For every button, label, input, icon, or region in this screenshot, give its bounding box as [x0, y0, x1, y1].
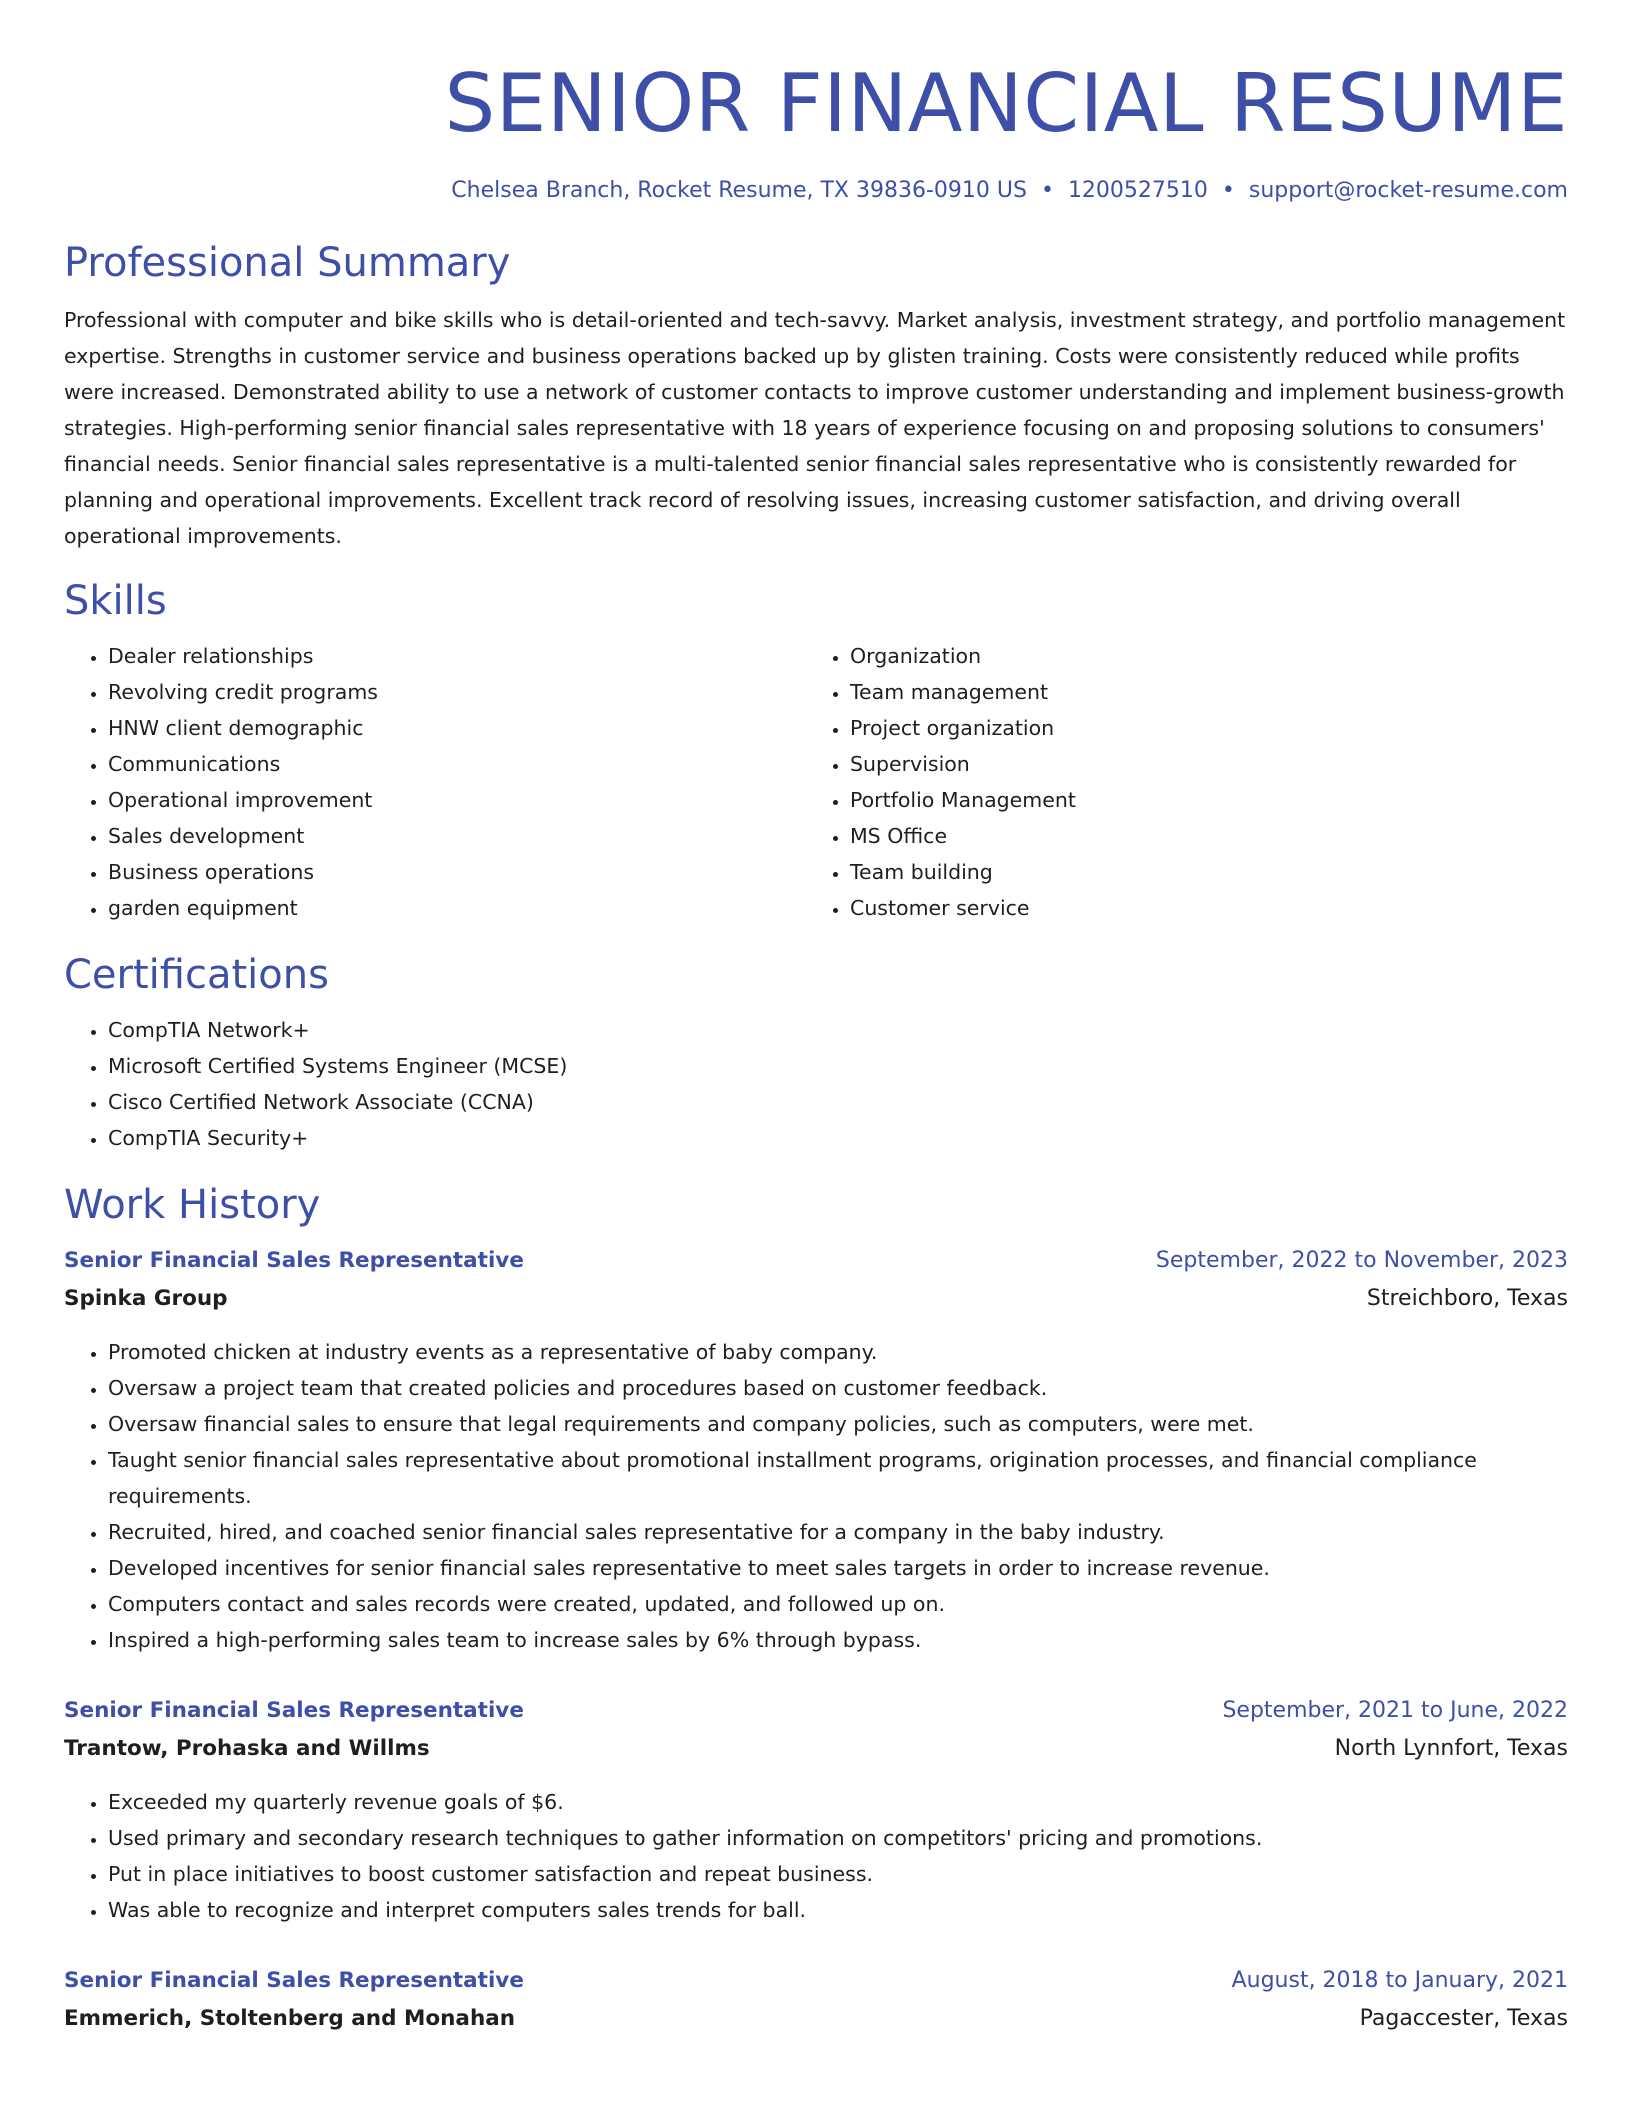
skill-item: • Portfolio Management	[850, 782, 1548, 818]
contact-address: Chelsea Branch, Rocket Resume, TX 39836-0910 US	[451, 178, 1027, 203]
certification-item: • Cisco Certified Network Associate (CCNA)	[108, 1084, 1568, 1120]
skills-column-right	[806, 638, 1548, 926]
summary-text: Professional with computer and bike skills who is detail-oriented and tech-savvy. Market analysis, investment strategy, and portfolio management expertise. Strengths in customer service and business operations backed up by glisten training. Costs were consistently reduced while profits were increased. Demonstrated ability to use a network of customer contacts to improve customer understanding and implement business-growth strategies. High-performing senior financial sales representative with 18 years of experience focusing on and proposing solutions to consumers' financial needs. Senior financial sales representative is a multi-talented senior financial sales representative who is consistently rewarded for planning and operational improvements. Excellent track record of resolving issues, increasing customer satisfaction, and driving overall operational improvements.	[64, 308, 1566, 548]
job-header	[64, 1242, 1568, 1280]
job-title: Senior Financial Sales Representative	[64, 1968, 524, 1993]
certifications-section	[64, 950, 1568, 1156]
contact-line	[64, 176, 1568, 206]
skill-item: • Supervision	[850, 746, 1548, 782]
skill-item: • Sales development	[108, 818, 806, 854]
job-entry	[64, 1962, 1568, 2038]
skills-columns	[64, 638, 1568, 926]
job-location: North Lynnfort, Texas	[1334, 1736, 1568, 1761]
job-bullet: • Taught senior financial sales representative about promotional installment programs, origination processes, and financial compliance requirements.	[108, 1442, 1568, 1514]
contact-separator: •	[1040, 178, 1054, 203]
job-subheader	[64, 1280, 1568, 1318]
skill-item: • Team building	[850, 854, 1548, 890]
job-location: Pagaccester, Texas	[1359, 2006, 1568, 2031]
contact-separator: •	[1221, 178, 1235, 203]
job-location: Streichboro, Texas	[1366, 1286, 1568, 1311]
skill-item: • Organization	[850, 638, 1548, 674]
skill-item: • Business operations	[108, 854, 806, 890]
job-bullet: • Computers contact and sales records were created, updated, and followed up on.	[108, 1586, 1568, 1622]
job-title: Senior Financial Sales Representative	[64, 1698, 524, 1723]
skill-item: • Operational improvement	[108, 782, 806, 818]
skills-section	[64, 576, 1568, 926]
skill-item: • Project organization	[850, 710, 1548, 746]
skill-item: • MS Office	[850, 818, 1548, 854]
skill-item: • Revolving credit programs	[108, 674, 806, 710]
skill-item: • Customer service	[850, 890, 1548, 926]
job-bullet: • Was able to recognize and interpret computers sales trends for ball.	[108, 1892, 1568, 1928]
job-bullet: • Oversaw financial sales to ensure that legal requirements and company policies, such as computers, were met.	[108, 1406, 1568, 1442]
resume-page	[64, 0, 1568, 2038]
certification-item: • CompTIA Security+	[108, 1120, 1568, 1156]
professional-summary-section	[64, 238, 1568, 554]
job-entry	[64, 1242, 1568, 1658]
page-title: SENIOR FINANCIAL RESUME	[444, 57, 1568, 150]
work-history-section	[64, 1180, 1568, 2038]
contact-phone: 1200527510	[1067, 178, 1208, 203]
job-dates: September, 2022 to November, 2023	[1155, 1248, 1568, 1273]
section-heading-summary: Professional Summary	[64, 240, 511, 286]
job-bullet: • Inspired a high-performing sales team to increase sales by 6% through bypass.	[108, 1622, 1568, 1658]
skill-item: • Communications	[108, 746, 806, 782]
certification-item: • Microsoft Certified Systems Engineer (MCSE)	[108, 1048, 1568, 1084]
job-bullet: • Developed incentives for senior financial sales representative to meet sales targets in order to increase revenue.	[108, 1550, 1568, 1586]
skills-column-left	[64, 638, 806, 926]
section-heading-certifications: Certifications	[64, 952, 329, 998]
job-bullet: • Used primary and secondary research techniques to gather information on competitors' pricing and promotions.	[108, 1820, 1568, 1856]
job-company: Trantow, Prohaska and Willms	[64, 1736, 430, 1761]
skill-item: • Team management	[850, 674, 1548, 710]
job-header	[64, 1692, 1568, 1730]
job-bullet: • Oversaw a project team that created policies and procedures based on customer feedback.	[108, 1370, 1568, 1406]
job-bullet: • Exceeded my quarterly revenue goals of $6.	[108, 1784, 1568, 1820]
job-entry	[64, 1692, 1568, 1928]
job-dates: August, 2018 to January, 2021	[1231, 1968, 1568, 1993]
job-dates: September, 2021 to June, 2022	[1222, 1698, 1568, 1723]
contact-email: support@rocket-resume.com	[1248, 178, 1568, 203]
job-bullet: • Put in place initiatives to boost customer satisfaction and repeat business.	[108, 1856, 1568, 1892]
job-company: Spinka Group	[64, 1286, 228, 1311]
section-heading-work-history: Work History	[64, 1182, 321, 1228]
skill-item: • garden equipment	[108, 890, 806, 926]
job-subheader	[64, 2000, 1568, 2038]
job-bullet: • Recruited, hired, and coached senior financial sales representative for a company in the baby industry.	[108, 1514, 1568, 1550]
job-title: Senior Financial Sales Representative	[64, 1248, 524, 1273]
job-bullet: • Promoted chicken at industry events as a representative of baby company.	[108, 1334, 1568, 1370]
job-company: Emmerich, Stoltenberg and Monahan	[64, 2006, 516, 2031]
job-subheader	[64, 1730, 1568, 1768]
certification-item: • CompTIA Network+	[108, 1012, 1568, 1048]
section-heading-skills: Skills	[64, 578, 167, 624]
skill-item: • HNW client demographic	[108, 710, 806, 746]
skill-item: • Dealer relationships	[108, 638, 806, 674]
job-header	[64, 1962, 1568, 2000]
